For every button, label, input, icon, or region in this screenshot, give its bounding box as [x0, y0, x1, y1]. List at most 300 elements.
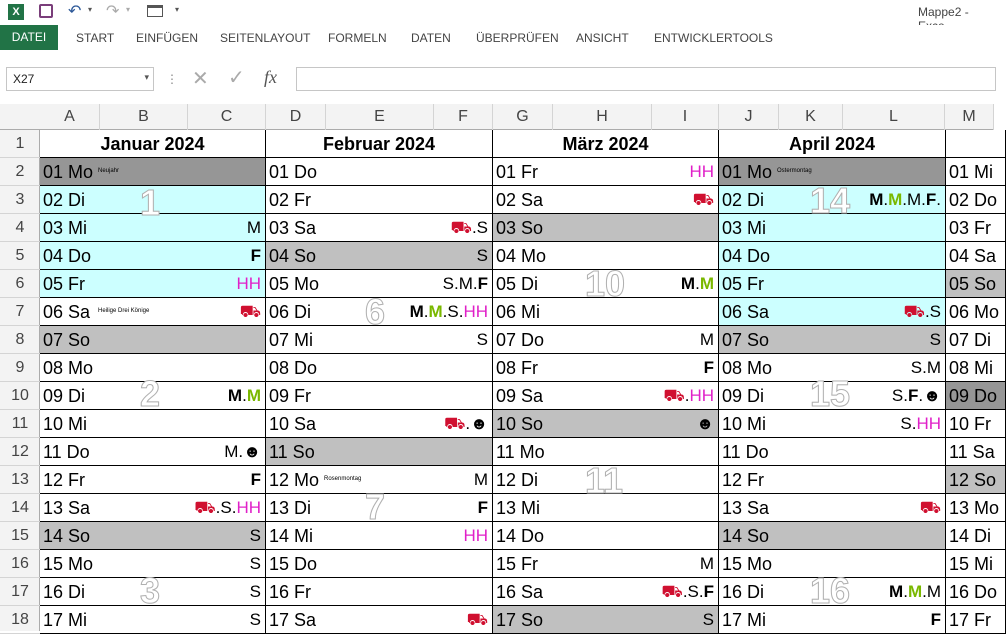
day-markers [661, 582, 714, 604]
day-date: 09 Do [949, 386, 998, 406]
formula-input[interactable] [296, 67, 996, 91]
week-number: 16 [810, 570, 851, 611]
day-cell[interactable] [719, 298, 946, 326]
marker: .M. [902, 190, 926, 209]
day-cell[interactable] [719, 270, 946, 298]
marker: F [477, 274, 488, 293]
day-date: 05 Fr [43, 274, 86, 294]
column-header-j[interactable]: J [719, 104, 779, 130]
day-date: 04 Do [43, 246, 92, 266]
marker: M [246, 218, 261, 237]
day-date: 09 Di [43, 386, 86, 406]
day-markers [463, 526, 488, 546]
marker: . [242, 386, 247, 405]
day-cell[interactable] [946, 214, 1006, 242]
marker: S.M. [442, 274, 478, 293]
day-markers [250, 554, 261, 574]
day-cell[interactable] [946, 494, 1006, 522]
day-markers [247, 218, 261, 238]
day-date: 14 So [722, 526, 770, 546]
day-cell[interactable] [493, 186, 719, 214]
tab-seitenlayout[interactable]: SEITENLAYOUT [220, 31, 311, 45]
day-cell[interactable] [493, 382, 719, 410]
tab-einfuegen[interactable]: EINFÜGEN [136, 31, 199, 45]
day-date: 12 Fr [43, 470, 86, 490]
row-header-18[interactable]: 18 [0, 606, 40, 634]
day-date: 13 Sa [722, 498, 770, 518]
month-header[interactable] [946, 130, 1006, 158]
marker: M [699, 554, 714, 573]
marker: M [473, 470, 488, 489]
row-header-6[interactable]: 6 [0, 270, 40, 298]
day-cell[interactable] [946, 382, 1006, 410]
row-header-7[interactable]: 7 [0, 298, 40, 326]
marker: F [703, 582, 714, 601]
day-cell[interactable] [946, 326, 1006, 354]
column-headers [0, 104, 994, 130]
day-markers [930, 330, 941, 350]
holiday-label: Heilige Drei Könige [98, 308, 150, 314]
marker: M [699, 274, 714, 293]
marker: HH [236, 274, 261, 293]
day-cell[interactable] [946, 298, 1006, 326]
marker: S [702, 610, 714, 629]
row-header-1[interactable]: 1 [0, 130, 40, 158]
day-markers [696, 414, 714, 434]
tab-daten[interactable]: DATEN [411, 31, 451, 45]
marker: HH [689, 162, 714, 181]
holiday-label: Rosenmontag [324, 476, 362, 482]
day-cell[interactable] [40, 298, 266, 326]
day-date: 02 Di [722, 190, 765, 210]
row-header-8[interactable]: 8 [0, 326, 40, 354]
marker: S. [900, 414, 917, 433]
day-date: 10 Mi [43, 414, 88, 434]
day-date: 08 Do [269, 358, 318, 378]
enter-icon[interactable]: ✓ [228, 67, 245, 89]
row-header-16[interactable]: 16 [0, 550, 40, 578]
day-date: 12 Fr [722, 470, 765, 490]
day-markers [443, 274, 488, 294]
day-date: 04 Do [722, 246, 771, 266]
row-header-2[interactable]: 2 [0, 158, 40, 186]
day-date: 05 Di [496, 274, 539, 294]
day-date: 03 So [496, 218, 544, 238]
marker: .S [924, 302, 941, 321]
week-number: 15 [810, 373, 851, 414]
day-markers [240, 302, 261, 324]
column-header-g[interactable]: G [493, 104, 553, 130]
day-date: 13 Di [269, 498, 312, 518]
month-header[interactable]: April 2024 [719, 130, 946, 158]
row-header-11[interactable]: 11 [0, 410, 40, 438]
marker: HH [463, 526, 488, 545]
day-cell[interactable] [266, 438, 493, 466]
marker: F [925, 190, 937, 209]
day-markers [663, 386, 714, 408]
day-date: 03 Sa [269, 218, 317, 238]
day-date: 17 Sa [269, 610, 317, 630]
day-cell[interactable] [719, 326, 946, 354]
tab-datei[interactable]: DATEI [0, 25, 58, 50]
day-date: 14 So [43, 526, 91, 546]
day-date: 16 Do [949, 582, 998, 602]
day-cell[interactable] [719, 494, 946, 522]
day-date: 09 Fr [269, 386, 312, 406]
event-icon: ⛟ [239, 302, 261, 321]
column-header-d[interactable]: D [266, 104, 326, 130]
marker: M [889, 582, 904, 601]
day-date: 06 Mi [496, 302, 541, 322]
marker: S [249, 554, 261, 573]
undo-dropdown-icon[interactable]: ▾ [88, 5, 93, 14]
day-markers [467, 610, 488, 632]
day-markers [904, 302, 941, 324]
day-cell[interactable] [946, 354, 1006, 382]
day-date: 08 Mo [43, 358, 94, 378]
day-date: 16 Sa [496, 582, 544, 602]
day-markers [474, 470, 488, 490]
column-header-k[interactable]: K [779, 104, 843, 130]
day-date: 11 Do [722, 442, 769, 462]
day-cell[interactable] [946, 438, 1006, 466]
marker: HH [689, 386, 714, 405]
tab-formeln[interactable]: FORMELN [328, 31, 387, 45]
marker: .S. [215, 498, 237, 517]
day-cell[interactable] [493, 214, 719, 242]
redo-dropdown-icon[interactable]: ▾ [126, 5, 131, 14]
day-date: 10 Sa [269, 414, 317, 434]
row-header-14[interactable]: 14 [0, 494, 40, 522]
column-header-m[interactable]: M [945, 104, 994, 130]
day-markers [700, 330, 714, 350]
day-date: 11 So [269, 442, 315, 462]
column-header-f[interactable]: F [434, 104, 493, 130]
day-date: 16 Di [722, 582, 765, 602]
day-date: 03 Mi [43, 218, 88, 238]
day-date: 09 Sa [496, 386, 544, 406]
title-bar [0, 0, 994, 25]
cancel-icon[interactable]: ✕ [192, 68, 209, 90]
week-number: 11 [585, 460, 624, 501]
marker: M [246, 386, 261, 405]
row-header-13[interactable]: 13 [0, 466, 40, 494]
tab-entwicklertools[interactable]: ENTWICKLERTOOLS [654, 31, 773, 45]
row-header-17[interactable]: 17 [0, 578, 40, 606]
marker: HH [463, 302, 488, 321]
day-date: 01 Fr [496, 162, 539, 182]
column-header-i[interactable]: I [652, 104, 719, 130]
day-cell[interactable] [946, 158, 1006, 186]
day-markers [681, 274, 714, 294]
name-box-dropdown-icon[interactable]: ▾ [144, 72, 149, 82]
day-cell[interactable] [40, 270, 266, 298]
formula-bar-grip-icon: ⋮ [166, 72, 178, 86]
day-markers [689, 162, 714, 182]
day-date: 11 Do [43, 442, 90, 462]
day-markers [444, 414, 488, 436]
marker: S [249, 526, 261, 545]
day-cell[interactable] [493, 522, 719, 550]
column-header-b[interactable]: B [100, 104, 188, 130]
day-cell[interactable] [266, 410, 493, 438]
day-markers [251, 246, 261, 266]
qat-customize-icon[interactable]: ▾ [175, 5, 180, 14]
day-cell[interactable] [266, 214, 493, 242]
tab-ansicht[interactable]: ANSICHT [576, 31, 629, 45]
month-header[interactable]: Januar 2024 [40, 130, 266, 158]
row-header-15[interactable]: 15 [0, 522, 40, 550]
day-date: 17 So [496, 610, 544, 630]
day-date: 16 Di [43, 582, 86, 602]
day-cell[interactable] [946, 186, 1006, 214]
day-cell[interactable] [493, 354, 719, 382]
day-date: 03 Fr [949, 218, 992, 238]
day-cell[interactable] [266, 382, 493, 410]
row-headers [0, 130, 40, 631]
column-header-h[interactable]: H [553, 104, 652, 130]
day-date: 01 Mo [722, 162, 773, 182]
day-cell[interactable] [40, 494, 266, 522]
marker: . [903, 582, 908, 601]
column-header-e[interactable]: E [326, 104, 434, 130]
marker: .S. [442, 302, 464, 321]
day-date: 08 Mo [722, 358, 773, 378]
column-header-l[interactable]: L [843, 104, 945, 130]
form-icon[interactable] [147, 5, 163, 17]
marker: F [703, 358, 714, 377]
marker: . [936, 190, 941, 209]
marker: M. [224, 442, 244, 461]
marker: M [428, 302, 443, 321]
tab-ueberpruefen[interactable]: ÜBERPRÜFEN [476, 31, 559, 45]
redo-icon[interactable]: ↷ [106, 3, 120, 20]
marker: M [680, 274, 696, 293]
day-markers [228, 386, 261, 406]
day-markers [892, 386, 941, 406]
day-cell[interactable] [719, 522, 946, 550]
day-date: 02 Fr [269, 190, 312, 210]
day-date: 15 Mi [949, 554, 994, 574]
marker: F [250, 246, 261, 265]
day-date: 04 Mo [496, 246, 547, 266]
day-date: 11 Sa [949, 442, 995, 462]
day-cell[interactable] [266, 550, 493, 578]
insert-function-icon[interactable]: fx [264, 67, 277, 87]
day-date: 12 Di [496, 470, 539, 490]
holiday-label: Neujahr [98, 168, 120, 174]
smiley-icon: ☻ [470, 414, 488, 433]
day-date: 15 Mo [43, 554, 94, 574]
day-date: 02 Di [43, 190, 86, 210]
day-cell[interactable] [493, 158, 719, 186]
marker: S [929, 330, 941, 349]
day-markers [251, 470, 261, 490]
day-markers [250, 610, 261, 630]
marker: M [227, 386, 243, 405]
day-date: 08 Mi [949, 358, 994, 378]
day-cell[interactable] [946, 550, 1006, 578]
day-markers [911, 358, 941, 378]
month-header[interactable]: Februar 2024 [266, 130, 493, 158]
day-cell[interactable] [40, 522, 266, 550]
smiley-icon: ☻ [696, 414, 714, 433]
marker: . [423, 302, 429, 321]
marker: .M [922, 582, 941, 601]
ribbon-tabs [0, 25, 994, 52]
event-icon: ⛟ [692, 190, 714, 209]
day-date: 13 Sa [43, 498, 91, 518]
column-header-c[interactable]: C [188, 104, 266, 130]
day-date: 17 Mi [43, 610, 88, 630]
row-header-9[interactable]: 9 [0, 354, 40, 382]
day-date: 07 Di [949, 330, 992, 350]
marker: M [869, 190, 884, 209]
day-date: 15 Do [269, 554, 318, 574]
marker: M [409, 302, 424, 321]
day-cell[interactable] [266, 606, 493, 634]
day-cell[interactable] [946, 578, 1006, 606]
excel-icon[interactable]: X [8, 4, 24, 20]
day-date: 10 Fr [949, 414, 992, 434]
marker: F [477, 498, 488, 517]
day-cell[interactable] [493, 578, 719, 606]
name-box-value: X27 [13, 72, 35, 86]
week-number: 7 [365, 486, 386, 527]
row-header-10[interactable]: 10 [0, 382, 40, 410]
day-date: 10 Mi [722, 414, 767, 434]
day-date: 14 Do [496, 526, 545, 546]
day-date: 12 So [949, 470, 997, 490]
marker: F [930, 610, 941, 629]
row-header-12[interactable]: 12 [0, 438, 40, 466]
day-markers [194, 498, 261, 520]
day-markers [224, 442, 261, 462]
holiday-label: Ostermontag [777, 168, 812, 174]
marker: . [695, 274, 700, 293]
day-date: 17 Mi [722, 610, 767, 630]
day-markers [477, 246, 488, 266]
marker: S.M [910, 358, 941, 377]
day-date: 15 Fr [496, 554, 539, 574]
marker: S [476, 246, 488, 265]
day-cell[interactable] [493, 550, 719, 578]
week-number: 1 [140, 182, 161, 223]
week-number: 10 [585, 263, 626, 304]
day-markers [889, 582, 941, 602]
marker: HH [916, 414, 941, 433]
day-date: 16 Fr [269, 582, 312, 602]
day-cell[interactable] [946, 522, 1006, 550]
day-markers [410, 302, 488, 322]
day-markers [478, 498, 488, 518]
day-cell[interactable] [493, 326, 719, 354]
event-icon: ⛟ [466, 610, 488, 629]
window-title: Mappe2 - [918, 5, 969, 19]
event-icon: ⛟ [443, 414, 466, 433]
day-date: 05 Fr [722, 274, 765, 294]
formula-bar [0, 62, 994, 94]
tab-start[interactable]: START [76, 31, 115, 45]
day-date: 14 Di [949, 526, 992, 546]
day-cell[interactable] [40, 438, 266, 466]
day-date: 10 So [496, 414, 544, 434]
event-icon: ⛟ [450, 218, 472, 237]
day-date: 07 Do [496, 330, 545, 350]
day-markers [693, 190, 714, 212]
day-cell[interactable] [719, 466, 946, 494]
week-number: 14 [810, 180, 851, 221]
day-date: 04 So [269, 246, 317, 266]
week-number: 2 [140, 373, 161, 414]
day-cell[interactable] [40, 466, 266, 494]
day-cell[interactable] [946, 410, 1006, 438]
day-cell[interactable] [266, 578, 493, 606]
month-header[interactable]: März 2024 [493, 130, 719, 158]
day-cell[interactable] [493, 410, 719, 438]
day-cell[interactable] [719, 242, 946, 270]
column-header-a[interactable]: A [40, 104, 100, 130]
day-date: 08 Fr [496, 358, 539, 378]
day-cell[interactable] [40, 242, 266, 270]
day-date: 01 Mi [949, 162, 994, 182]
day-markers [869, 190, 941, 210]
row-header-5[interactable]: 5 [0, 242, 40, 270]
calendar-grid[interactable] [40, 130, 1000, 631]
event-icon: ⛟ [663, 386, 685, 405]
day-cell[interactable] [719, 438, 946, 466]
day-cell[interactable] [266, 354, 493, 382]
day-cell[interactable] [266, 158, 493, 186]
day-cell[interactable] [946, 270, 1006, 298]
day-date: 05 So [949, 274, 997, 294]
day-date: 07 Mi [269, 330, 314, 350]
day-date: 13 Mo [949, 498, 1000, 518]
day-date: 04 Sa [949, 246, 997, 266]
marker: F [250, 470, 261, 489]
event-icon: ⛟ [919, 498, 941, 517]
marker: S [249, 610, 261, 629]
marker: M [907, 582, 923, 601]
marker: S. [891, 386, 908, 405]
day-date: 09 Di [722, 386, 765, 406]
marker: HH [236, 498, 261, 517]
day-cell[interactable] [946, 466, 1006, 494]
day-markers [250, 582, 261, 602]
marker: . [883, 190, 889, 209]
day-date: 06 Sa [722, 302, 770, 322]
day-cell[interactable] [266, 186, 493, 214]
day-date: 06 Sa [43, 302, 91, 322]
day-cell[interactable] [40, 326, 266, 354]
day-date: 07 So [43, 330, 91, 350]
day-date: 14 Mi [269, 526, 314, 546]
day-date: 06 Mo [949, 302, 1000, 322]
row-header-3[interactable]: 3 [0, 186, 40, 214]
name-box[interactable] [6, 67, 154, 91]
marker: . [918, 386, 924, 405]
day-date: 13 Mi [496, 498, 541, 518]
undo-icon[interactable]: ↶ [68, 3, 82, 20]
day-cell[interactable] [946, 606, 1006, 634]
day-date: 12 Mo [269, 470, 320, 490]
day-markers [931, 610, 941, 630]
save-icon[interactable] [39, 4, 53, 18]
day-cell[interactable] [946, 242, 1006, 270]
day-cell[interactable] [266, 242, 493, 270]
row-header-4[interactable]: 4 [0, 214, 40, 242]
day-cell[interactable] [493, 606, 719, 634]
